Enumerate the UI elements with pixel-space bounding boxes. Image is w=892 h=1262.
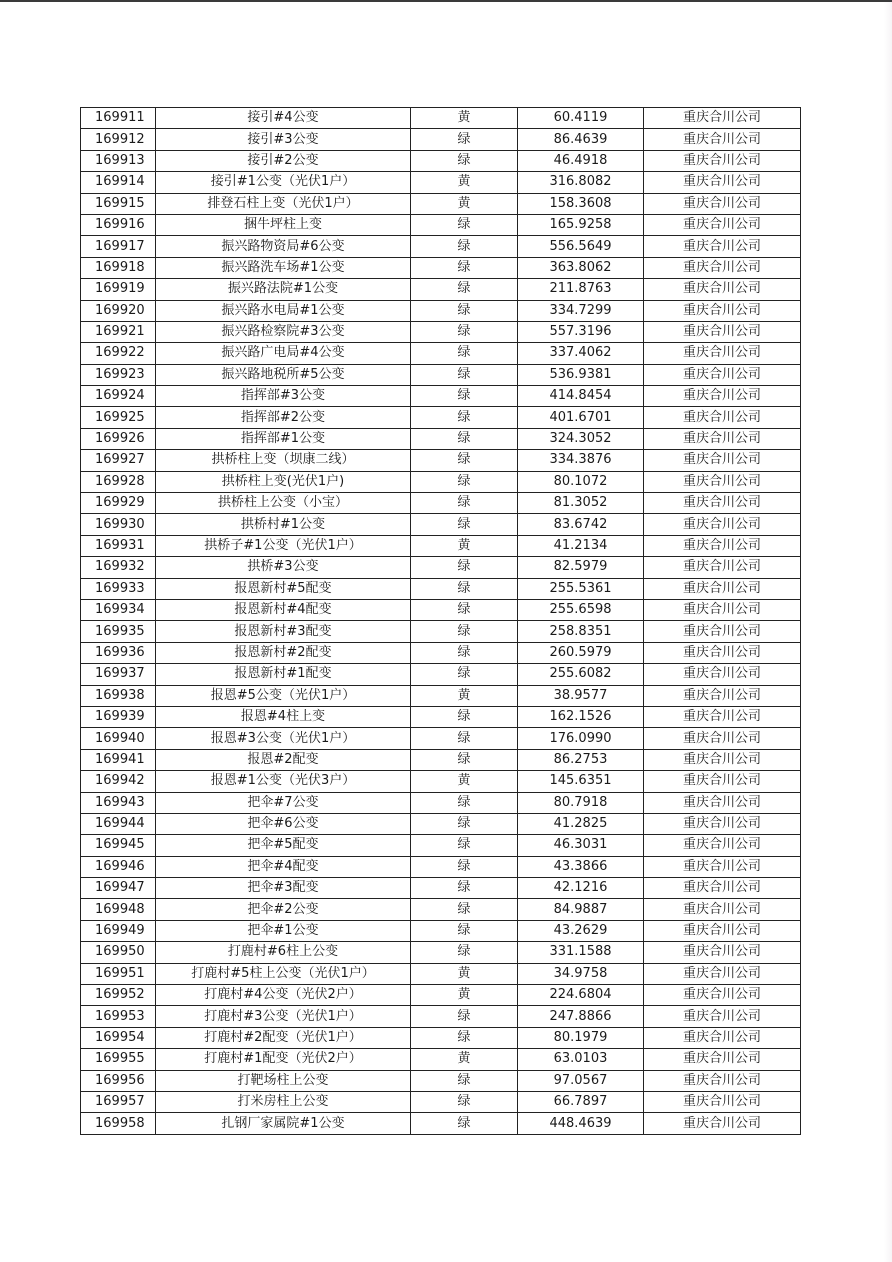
cell-id: 169943 — [81, 792, 156, 813]
cell-status: 绿 — [411, 321, 518, 342]
cell-status: 绿 — [411, 450, 518, 471]
cell-value: 97.0567 — [518, 1070, 644, 1091]
cell-value: 84.9887 — [518, 899, 644, 920]
cell-name: 报恩新村#5配变 — [156, 578, 411, 599]
cell-id: 169935 — [81, 621, 156, 642]
cell-id: 169950 — [81, 942, 156, 963]
table-row — [81, 236, 801, 257]
cell-status: 绿 — [411, 706, 518, 727]
cell-name: 振兴路物资局#6公变 — [156, 236, 411, 257]
cell-value: 334.7299 — [518, 300, 644, 321]
cell-value: 83.6742 — [518, 514, 644, 535]
cell-value: 176.0990 — [518, 728, 644, 749]
cell-value: 331.1588 — [518, 942, 644, 963]
cell-company: 重庆合川公司 — [644, 985, 801, 1006]
cell-name: 把伞#6公变 — [156, 813, 411, 834]
cell-name: 指挥部#3公变 — [156, 386, 411, 407]
cell-name: 接引#4公变 — [156, 108, 411, 129]
cell-name: 排登石柱上变（光伏1户） — [156, 193, 411, 214]
table-row — [81, 813, 801, 834]
table-row — [81, 1113, 801, 1134]
table-row — [81, 386, 801, 407]
transformer-table — [80, 107, 801, 1135]
cell-status: 绿 — [411, 1027, 518, 1048]
cell-name: 打鹿村#4公变（光伏2户） — [156, 985, 411, 1006]
cell-status: 黄 — [411, 172, 518, 193]
table-row — [81, 514, 801, 535]
cell-id: 169945 — [81, 835, 156, 856]
cell-id: 169937 — [81, 664, 156, 685]
cell-name: 接引#2公变 — [156, 150, 411, 171]
cell-name: 把伞#3配变 — [156, 878, 411, 899]
table-row — [81, 300, 801, 321]
table-row — [81, 450, 801, 471]
cell-status: 绿 — [411, 728, 518, 749]
cell-company: 重庆合川公司 — [644, 813, 801, 834]
cell-status: 绿 — [411, 557, 518, 578]
table-row — [81, 1049, 801, 1070]
cell-name: 振兴路地税所#5公变 — [156, 364, 411, 385]
table-row — [81, 407, 801, 428]
cell-company: 重庆合川公司 — [644, 321, 801, 342]
table-row — [81, 835, 801, 856]
cell-id: 169914 — [81, 172, 156, 193]
cell-status: 绿 — [411, 514, 518, 535]
cell-name: 拱桥柱上变（坝康二线） — [156, 450, 411, 471]
cell-value: 224.6804 — [518, 985, 644, 1006]
cell-value: 43.3866 — [518, 856, 644, 877]
cell-company: 重庆合川公司 — [644, 728, 801, 749]
cell-id: 169942 — [81, 771, 156, 792]
cell-id: 169956 — [81, 1070, 156, 1091]
table-row — [81, 942, 801, 963]
table-row — [81, 279, 801, 300]
table-row — [81, 1070, 801, 1091]
cell-id: 169948 — [81, 899, 156, 920]
cell-name: 报恩新村#1配变 — [156, 664, 411, 685]
cell-name: 报恩#5公变（光伏1户） — [156, 685, 411, 706]
table-row — [81, 899, 801, 920]
table-row — [81, 621, 801, 642]
cell-company: 重庆合川公司 — [644, 1070, 801, 1091]
cell-name: 打靶场柱上公变 — [156, 1070, 411, 1091]
cell-value: 42.1216 — [518, 878, 644, 899]
cell-id: 169917 — [81, 236, 156, 257]
cell-company: 重庆合川公司 — [644, 343, 801, 364]
cell-status: 绿 — [411, 749, 518, 770]
table-row — [81, 364, 801, 385]
cell-value: 81.3052 — [518, 493, 644, 514]
cell-company: 重庆合川公司 — [644, 535, 801, 556]
cell-name: 拱桥柱上公变（小宝） — [156, 493, 411, 514]
cell-id: 169940 — [81, 728, 156, 749]
cell-value: 211.8763 — [518, 279, 644, 300]
cell-status: 绿 — [411, 920, 518, 941]
cell-id: 169921 — [81, 321, 156, 342]
cell-company: 重庆合川公司 — [644, 214, 801, 235]
cell-name: 捆牛坪柱上变 — [156, 214, 411, 235]
cell-name: 打鹿村#6柱上公变 — [156, 942, 411, 963]
cell-id: 169954 — [81, 1027, 156, 1048]
cell-value: 145.6351 — [518, 771, 644, 792]
table-row — [81, 108, 801, 129]
cell-id: 169911 — [81, 108, 156, 129]
cell-name: 拱桥柱上变(光伏1户) — [156, 471, 411, 492]
cell-name: 把伞#4配变 — [156, 856, 411, 877]
cell-id: 169941 — [81, 749, 156, 770]
cell-company: 重庆合川公司 — [644, 236, 801, 257]
table-row — [81, 557, 801, 578]
cell-status: 黄 — [411, 108, 518, 129]
cell-id: 169919 — [81, 279, 156, 300]
cell-company: 重庆合川公司 — [644, 257, 801, 278]
table-row — [81, 920, 801, 941]
cell-id: 169923 — [81, 364, 156, 385]
cell-company: 重庆合川公司 — [644, 172, 801, 193]
cell-company: 重庆合川公司 — [644, 878, 801, 899]
cell-company: 重庆合川公司 — [644, 1091, 801, 1112]
cell-name: 报恩#1公变（光伏3户） — [156, 771, 411, 792]
cell-name: 报恩#4柱上变 — [156, 706, 411, 727]
cell-company: 重庆合川公司 — [644, 150, 801, 171]
cell-status: 绿 — [411, 642, 518, 663]
cell-value: 86.2753 — [518, 749, 644, 770]
table-row — [81, 493, 801, 514]
cell-id: 169920 — [81, 300, 156, 321]
table-row — [81, 193, 801, 214]
cell-value: 316.8082 — [518, 172, 644, 193]
cell-value: 255.5361 — [518, 578, 644, 599]
cell-company: 重庆合川公司 — [644, 364, 801, 385]
cell-value: 401.6701 — [518, 407, 644, 428]
cell-value: 80.7918 — [518, 792, 644, 813]
page-edge-shade — [884, 2, 892, 1262]
cell-company: 重庆合川公司 — [644, 493, 801, 514]
table-row — [81, 985, 801, 1006]
cell-id: 169930 — [81, 514, 156, 535]
cell-name: 报恩#3公变（光伏1户） — [156, 728, 411, 749]
table-row — [81, 428, 801, 449]
cell-company: 重庆合川公司 — [644, 664, 801, 685]
cell-status: 绿 — [411, 578, 518, 599]
cell-status: 黄 — [411, 771, 518, 792]
cell-id: 169934 — [81, 599, 156, 620]
cell-id: 169949 — [81, 920, 156, 941]
cell-status: 绿 — [411, 878, 518, 899]
cell-name: 拱桥村#1公变 — [156, 514, 411, 535]
cell-status: 绿 — [411, 343, 518, 364]
cell-name: 打鹿村#3公变（光伏1户） — [156, 1006, 411, 1027]
table-row — [81, 685, 801, 706]
table-row — [81, 878, 801, 899]
table-row — [81, 214, 801, 235]
cell-name: 报恩#2配变 — [156, 749, 411, 770]
cell-value: 556.5649 — [518, 236, 644, 257]
cell-company: 重庆合川公司 — [644, 963, 801, 984]
cell-id: 169926 — [81, 428, 156, 449]
table-row — [81, 129, 801, 150]
cell-status: 绿 — [411, 257, 518, 278]
cell-value: 38.9577 — [518, 685, 644, 706]
table-row — [81, 664, 801, 685]
cell-name: 振兴路检察院#3公变 — [156, 321, 411, 342]
cell-company: 重庆合川公司 — [644, 279, 801, 300]
cell-id: 169918 — [81, 257, 156, 278]
cell-company: 重庆合川公司 — [644, 642, 801, 663]
cell-name: 扎钢厂家属院#1公变 — [156, 1113, 411, 1134]
cell-company: 重庆合川公司 — [644, 771, 801, 792]
cell-value: 41.2825 — [518, 813, 644, 834]
cell-value: 41.2134 — [518, 535, 644, 556]
cell-company: 重庆合川公司 — [644, 835, 801, 856]
cell-name: 接引#3公变 — [156, 129, 411, 150]
table-row — [81, 728, 801, 749]
cell-id: 169946 — [81, 856, 156, 877]
cell-company: 重庆合川公司 — [644, 108, 801, 129]
cell-company: 重庆合川公司 — [644, 471, 801, 492]
cell-value: 80.1979 — [518, 1027, 644, 1048]
cell-id: 169915 — [81, 193, 156, 214]
cell-name: 接引#1公变（光伏1户） — [156, 172, 411, 193]
cell-company: 重庆合川公司 — [644, 450, 801, 471]
cell-status: 绿 — [411, 1113, 518, 1134]
cell-company: 重庆合川公司 — [644, 1027, 801, 1048]
cell-status: 绿 — [411, 386, 518, 407]
table-row — [81, 343, 801, 364]
cell-id: 169957 — [81, 1091, 156, 1112]
cell-name: 把伞#5配变 — [156, 835, 411, 856]
cell-company: 重庆合川公司 — [644, 129, 801, 150]
cell-id: 169912 — [81, 129, 156, 150]
cell-company: 重庆合川公司 — [644, 1006, 801, 1027]
cell-value: 63.0103 — [518, 1049, 644, 1070]
table-row — [81, 749, 801, 770]
cell-id: 169916 — [81, 214, 156, 235]
cell-id: 169924 — [81, 386, 156, 407]
cell-value: 158.3608 — [518, 193, 644, 214]
cell-status: 黄 — [411, 685, 518, 706]
cell-company: 重庆合川公司 — [644, 749, 801, 770]
cell-value: 43.2629 — [518, 920, 644, 941]
cell-company: 重庆合川公司 — [644, 193, 801, 214]
page-top-rule — [0, 0, 892, 2]
table-row — [81, 599, 801, 620]
cell-value: 324.3052 — [518, 428, 644, 449]
cell-name: 指挥部#1公变 — [156, 428, 411, 449]
cell-company: 重庆合川公司 — [644, 557, 801, 578]
cell-id: 169913 — [81, 150, 156, 171]
table-row — [81, 471, 801, 492]
cell-value: 255.6598 — [518, 599, 644, 620]
cell-value: 255.6082 — [518, 664, 644, 685]
cell-value: 34.9758 — [518, 963, 644, 984]
cell-name: 打鹿村#1配变（光伏2户） — [156, 1049, 411, 1070]
cell-name: 拱桥#3公变 — [156, 557, 411, 578]
cell-status: 绿 — [411, 599, 518, 620]
cell-name: 把伞#2公变 — [156, 899, 411, 920]
cell-id: 169938 — [81, 685, 156, 706]
table-row — [81, 1091, 801, 1112]
cell-value: 46.3031 — [518, 835, 644, 856]
table-row — [81, 1006, 801, 1027]
cell-status: 黄 — [411, 535, 518, 556]
cell-value: 82.5979 — [518, 557, 644, 578]
cell-value: 260.5979 — [518, 642, 644, 663]
cell-company: 重庆合川公司 — [644, 920, 801, 941]
cell-status: 黄 — [411, 963, 518, 984]
cell-status: 黄 — [411, 1049, 518, 1070]
cell-id: 169922 — [81, 343, 156, 364]
cell-name: 报恩新村#3配变 — [156, 621, 411, 642]
cell-value: 557.3196 — [518, 321, 644, 342]
table-row — [81, 771, 801, 792]
cell-company: 重庆合川公司 — [644, 386, 801, 407]
cell-id: 169936 — [81, 642, 156, 663]
cell-id: 169933 — [81, 578, 156, 599]
cell-name: 振兴路法院#1公变 — [156, 279, 411, 300]
table-row — [81, 856, 801, 877]
cell-company: 重庆合川公司 — [644, 407, 801, 428]
cell-status: 绿 — [411, 856, 518, 877]
cell-value: 536.9381 — [518, 364, 644, 385]
cell-status: 绿 — [411, 214, 518, 235]
table-row — [81, 642, 801, 663]
cell-status: 绿 — [411, 899, 518, 920]
cell-status: 黄 — [411, 985, 518, 1006]
table-row — [81, 706, 801, 727]
cell-name: 报恩新村#4配变 — [156, 599, 411, 620]
table-row — [81, 1027, 801, 1048]
cell-company: 重庆合川公司 — [644, 428, 801, 449]
cell-company: 重庆合川公司 — [644, 599, 801, 620]
cell-id: 169932 — [81, 557, 156, 578]
cell-id: 169951 — [81, 963, 156, 984]
cell-status: 绿 — [411, 407, 518, 428]
cell-status: 绿 — [411, 279, 518, 300]
cell-status: 绿 — [411, 835, 518, 856]
cell-value: 334.3876 — [518, 450, 644, 471]
table-row — [81, 578, 801, 599]
cell-status: 绿 — [411, 493, 518, 514]
cell-status: 绿 — [411, 792, 518, 813]
cell-name: 振兴路广电局#4公变 — [156, 343, 411, 364]
cell-name: 报恩新村#2配变 — [156, 642, 411, 663]
cell-status: 绿 — [411, 1070, 518, 1091]
cell-company: 重庆合川公司 — [644, 621, 801, 642]
cell-id: 169928 — [81, 471, 156, 492]
table-row — [81, 792, 801, 813]
cell-status: 绿 — [411, 364, 518, 385]
table-row — [81, 321, 801, 342]
cell-value: 337.4062 — [518, 343, 644, 364]
cell-value: 80.1072 — [518, 471, 644, 492]
cell-status: 绿 — [411, 1091, 518, 1112]
cell-id: 169939 — [81, 706, 156, 727]
cell-company: 重庆合川公司 — [644, 792, 801, 813]
cell-name: 拱桥子#1公变（光伏1户） — [156, 535, 411, 556]
cell-value: 162.1526 — [518, 706, 644, 727]
cell-status: 绿 — [411, 813, 518, 834]
cell-value: 86.4639 — [518, 129, 644, 150]
cell-id: 169929 — [81, 493, 156, 514]
cell-id: 169931 — [81, 535, 156, 556]
cell-name: 打鹿村#2配变（光伏1户） — [156, 1027, 411, 1048]
cell-value: 165.9258 — [518, 214, 644, 235]
cell-id: 169958 — [81, 1113, 156, 1134]
cell-company: 重庆合川公司 — [644, 1113, 801, 1134]
cell-name: 打鹿村#5柱上公变（光伏1户） — [156, 963, 411, 984]
cell-company: 重庆合川公司 — [644, 942, 801, 963]
cell-name: 把伞#7公变 — [156, 792, 411, 813]
cell-status: 绿 — [411, 621, 518, 642]
cell-company: 重庆合川公司 — [644, 899, 801, 920]
table-row — [81, 963, 801, 984]
table-row — [81, 150, 801, 171]
cell-status: 绿 — [411, 150, 518, 171]
cell-status: 绿 — [411, 942, 518, 963]
cell-name: 振兴路水电局#1公变 — [156, 300, 411, 321]
cell-status: 黄 — [411, 193, 518, 214]
cell-status: 绿 — [411, 428, 518, 449]
cell-name: 打米房柱上公变 — [156, 1091, 411, 1112]
cell-id: 169947 — [81, 878, 156, 899]
table-row — [81, 172, 801, 193]
cell-id: 169944 — [81, 813, 156, 834]
cell-company: 重庆合川公司 — [644, 578, 801, 599]
table-body — [81, 108, 801, 1135]
cell-company: 重庆合川公司 — [644, 856, 801, 877]
cell-id: 169952 — [81, 985, 156, 1006]
cell-value: 247.8866 — [518, 1006, 644, 1027]
cell-value: 46.4918 — [518, 150, 644, 171]
cell-id: 169953 — [81, 1006, 156, 1027]
table-row — [81, 257, 801, 278]
cell-status: 绿 — [411, 1006, 518, 1027]
cell-company: 重庆合川公司 — [644, 300, 801, 321]
cell-status: 绿 — [411, 300, 518, 321]
cell-id: 169925 — [81, 407, 156, 428]
cell-id: 169927 — [81, 450, 156, 471]
cell-company: 重庆合川公司 — [644, 706, 801, 727]
cell-status: 绿 — [411, 471, 518, 492]
cell-value: 258.8351 — [518, 621, 644, 642]
cell-value: 414.8454 — [518, 386, 644, 407]
cell-name: 振兴路洗车场#1公变 — [156, 257, 411, 278]
cell-company: 重庆合川公司 — [644, 1049, 801, 1070]
cell-id: 169955 — [81, 1049, 156, 1070]
table-row — [81, 535, 801, 556]
cell-status: 绿 — [411, 664, 518, 685]
cell-name: 指挥部#2公变 — [156, 407, 411, 428]
cell-status: 绿 — [411, 129, 518, 150]
cell-value: 60.4119 — [518, 108, 644, 129]
cell-company: 重庆合川公司 — [644, 685, 801, 706]
cell-status: 绿 — [411, 236, 518, 257]
cell-value: 448.4639 — [518, 1113, 644, 1134]
cell-name: 把伞#1公变 — [156, 920, 411, 941]
cell-value: 363.8062 — [518, 257, 644, 278]
cell-company: 重庆合川公司 — [644, 514, 801, 535]
cell-value: 66.7897 — [518, 1091, 644, 1112]
